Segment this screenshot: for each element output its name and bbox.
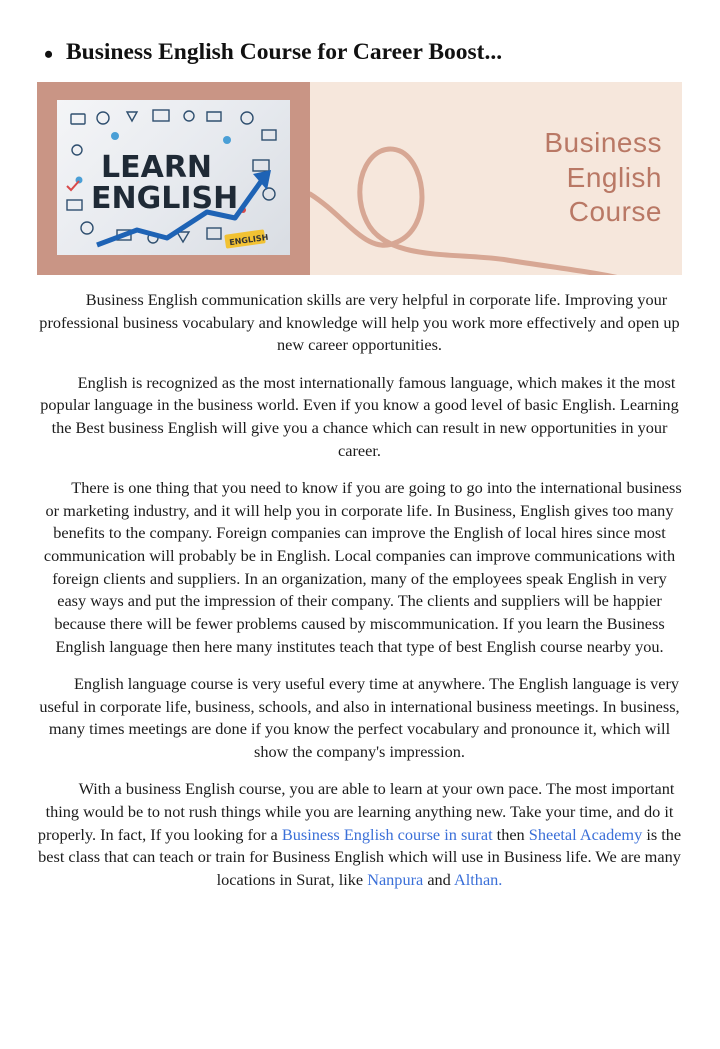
- page-title: [44, 36, 704, 67]
- paragraph-5-text-a: With a business English course, you are able to learn at your own pace. The most important thing would be to not rush things while you are learning anything new. Take your time, and do it properly. In fact, If you looking for a: [37, 779, 675, 844]
- learn-english-photo: [57, 100, 290, 255]
- banner-photo-frame: [37, 82, 310, 275]
- photo-text-learn: LEARN: [101, 150, 213, 185]
- althan-link[interactable]: Althan.: [454, 870, 503, 890]
- paragraph-3: [37, 477, 682, 659]
- sheetal-academy-link[interactable]: Sheetal Academy: [528, 824, 643, 844]
- article-body: [37, 289, 682, 906]
- doodle-icons: [57, 100, 290, 255]
- page-title-text: Business English Course for Career Boost...: [66, 39, 503, 65]
- course-banner: [37, 82, 682, 275]
- paragraph-2: [37, 372, 682, 463]
- banner-heading-line1: Business: [544, 127, 662, 158]
- paragraph-1: [37, 289, 682, 357]
- paragraph-5-text-c: is the best class that can teach or train for Business English which will use in Business life. We are many locations in Surat, like: [38, 824, 682, 890]
- paragraph-5-text-b: then: [492, 824, 529, 844]
- paragraph-5: [37, 778, 682, 892]
- photo-text-english: ENGLISH: [91, 181, 239, 216]
- banner-heading-line3: Course: [568, 196, 662, 227]
- paragraph-3-text: There is one thing that you need to know if you are going to go into the international business or marketing industry, and it will help you in corporate life. In Business, English gives too many benefits to the company. Foreign companies can improve the English of local hires since most communication will probably be in English. Local companies can improve communications with foreign clients and suppliers. In an organization, many of the employees speak English in very easy ways and put the impression of their company. The clients and suppliers will be happier because there will be fewer problems caused by miscommunication. If you learn the Business English language then here many institutes teach that type of best English course nearby you.: [43, 477, 682, 656]
- business-english-course-link[interactable]: Business English course in surat: [281, 824, 493, 844]
- paragraph-4-text: English language course is very useful every time at anywhere. The English language is very useful in corporate life, business, schools, and also in international business meetings. In business, many times meetings are done if you know the perfect vocabulary and pronounce it, which will show the company's impression.: [39, 674, 680, 762]
- paragraph-1-text: Business English communication skills are very helpful in corporate life. Improving your professional business vocabulary and knowledge will help you work more effectively and open up new career opportunities.: [39, 290, 680, 355]
- banner-heading: [544, 126, 662, 230]
- paragraph-2-text: English is recognized as the most internationally famous language, which makes it the most popular language in the business world. Even if you know a good level of basic English. Learning the Best business English will give you a chance which can result in new opportunities in your career.: [40, 372, 679, 460]
- bullet-icon: •: [44, 40, 54, 69]
- nanpura-link[interactable]: Nanpura: [367, 870, 424, 890]
- paragraph-5-text-d: and: [423, 870, 454, 890]
- banner-heading-line2: English: [566, 161, 662, 193]
- paragraph-4: [37, 673, 682, 764]
- photo-tag-text: ENGLISH: [228, 232, 269, 248]
